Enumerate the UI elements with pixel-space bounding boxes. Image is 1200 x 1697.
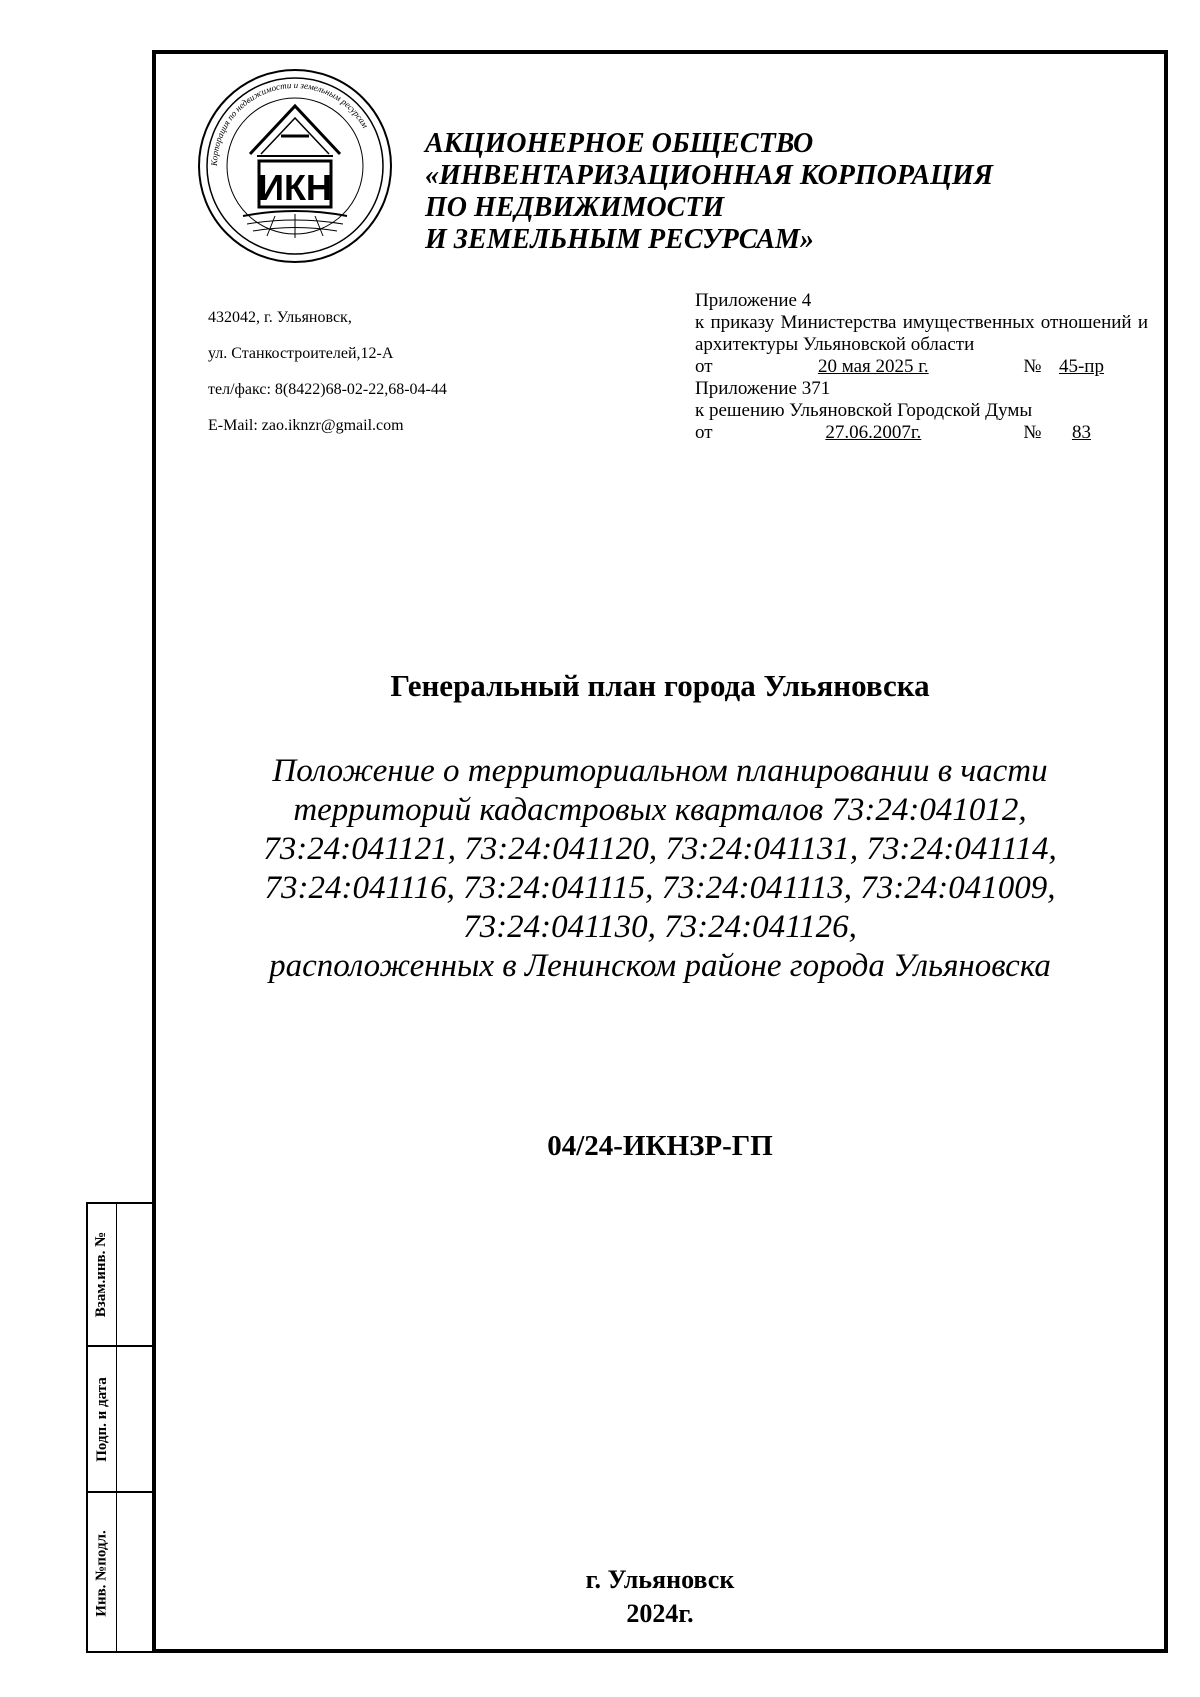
subtitle-line: 73:24:041116, 73:24:041115, 73:24:041113, 73:24:041009,: [264, 870, 1056, 906]
subtitle-line: Положение о территориальном планировании в части: [272, 753, 1048, 789]
side-stamp: [86, 1202, 156, 1653]
stamp-column-divider: [116, 1204, 117, 1651]
stamp-podp-label: Подп. и дата: [93, 1376, 110, 1462]
document-title: Генеральный план города Ульяновска: [390, 668, 930, 703]
footer-year: 2024г.: [626, 1599, 694, 1628]
stamp-podp-cell: [88, 1347, 116, 1491]
address-email: E-Mail: zao.iknzr@gmail.com: [208, 417, 404, 434]
seal-ring-text: Корпорация по недвижимости и земельным ресурсам: [208, 79, 371, 167]
company-name-line: И ЗЕМЕЛЬНЫМ РЕСУРСАМ»: [425, 224, 814, 255]
stamp-inv-cell: [88, 1493, 116, 1653]
appendix-1-text: к приказу Министерства имущественных отношений и архитектуры Ульяновской области: [695, 312, 1148, 355]
appendix-2-date: 27.06.2007г.: [825, 422, 922, 443]
document-code: 04/24-ИКНЗР-ГП: [547, 1130, 773, 1162]
appendix-1-date-row: [695, 356, 1148, 378]
stamp-vzam-label: Взам.инв. №: [93, 1231, 110, 1318]
appendix-1-date: 20 мая 2025 г.: [817, 356, 929, 377]
subtitle-line: территорий кадастровых кварталов 73:24:041012,: [293, 792, 1027, 828]
appendix-2-no-label: №: [1023, 422, 1042, 443]
document-footer: [160, 1563, 1160, 1631]
appendix-2-number: 83: [1071, 422, 1091, 443]
address-street: ул. Станкостроителей,12-А: [208, 345, 394, 362]
address-phone: тел/факс: 8(8422)68-02-22,68-04-44: [208, 381, 447, 398]
appendix-1-number: 45-пр: [1058, 356, 1104, 377]
company-address: [208, 300, 447, 444]
company-name: [425, 128, 1145, 256]
appendix-2-text: к решению Ульяновской Городской Думы: [695, 400, 1033, 421]
company-name-line: ПО НЕДВИЖИМОСТИ: [425, 192, 725, 223]
stamp-vzam-cell: [88, 1204, 116, 1345]
appendix-2-title: Приложение 371: [695, 378, 831, 399]
subtitle-line: 73:24:041130, 73:24:041126,: [463, 909, 857, 945]
stamp-inv-label: Инв. №подл.: [93, 1529, 110, 1617]
subtitle-line: 73:24:041121, 73:24:041120, 73:24:041131, 73:24:041114,: [263, 831, 1057, 867]
logo-letters: ИКН: [258, 167, 332, 208]
appendix-1-title: Приложение 4: [695, 290, 812, 311]
appendix-block: [695, 290, 1148, 444]
appendix-2-from: от: [695, 422, 713, 443]
company-name-line: АКЦИОНЕРНОЕ ОБЩЕСТВО: [425, 128, 814, 159]
subtitle-line: расположенных в Ленинском районе города Ульяновска: [269, 948, 1051, 984]
appendix-2-date-row: [695, 422, 1148, 444]
appendix-1-no-label: №: [1023, 356, 1042, 377]
document-subtitle: [160, 752, 1160, 986]
appendix-1-from: от: [695, 356, 713, 377]
address-city: 432042, г. Ульяновск,: [208, 309, 352, 326]
footer-city: г. Ульяновск: [585, 1565, 735, 1594]
company-name-line: «ИНВЕНТАРИЗАЦИОННАЯ КОРПОРАЦИЯ: [425, 160, 993, 191]
company-logo-seal: [195, 66, 395, 266]
